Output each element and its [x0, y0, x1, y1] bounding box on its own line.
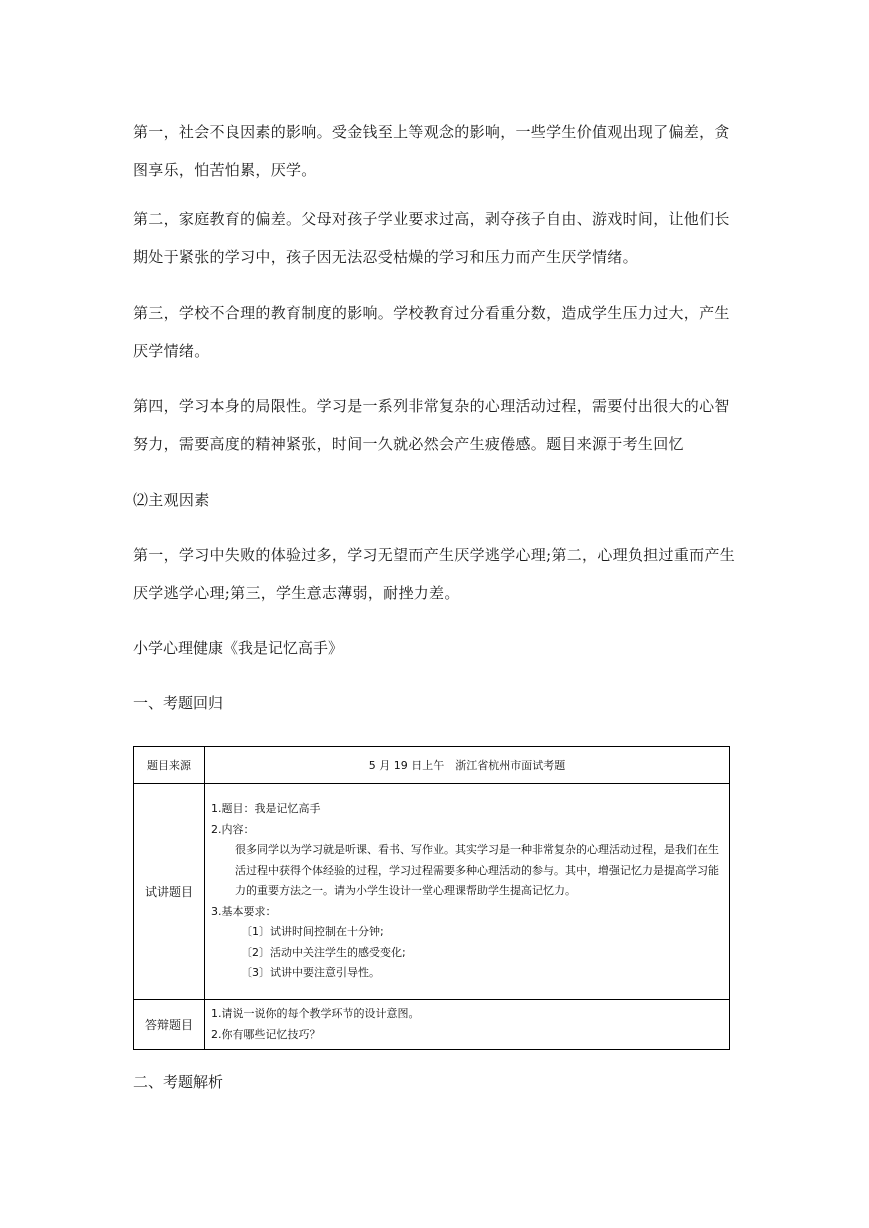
topic-line-requirement-3: 〔3〕试讲中要注意引导性。 [241, 966, 380, 980]
table-row [134, 747, 730, 784]
paragraph-learning-factors: 第四，学习本身的局限性。学习是一系列非常复杂的心理活动过程，需要付出很大的心智努力，需要高度的精神紧张，时间一久就必然会产生疲倦感。题目来源于考生回忆 [133, 397, 730, 453]
section-heading-analysis: 二、考题解析 [133, 1073, 224, 1091]
exam-question-table [133, 746, 730, 1050]
qa-line-2: 2.你有哪些记忆技巧？ [211, 1027, 321, 1041]
topic-line-requirements-heading: 3.基本要求： [211, 904, 277, 918]
topic-line-title: 1.题目：我是记忆高手 [211, 802, 321, 816]
topic-line-requirement-1: 〔1〕试讲时间控制在十分钟; [241, 925, 384, 939]
qa-label: 答辩题目 [134, 1000, 205, 1050]
topic-line-content-body: 很多同学以为学习就是听课、看书、写作业。其实学习是一种非常复杂的心理活动过程，是我们在生活过程中获得个体经验的过程，学习过程需要多种心理活动的参与。其中，增强记忆力是提高学习能力的重要方法之一。请为小学生设计一堂心理课帮助学生提高记忆力。 [235, 843, 719, 898]
paragraph-family-factors: 第二，家庭教育的偏差。父母对孩子学业要求过高，剥夺孩子自由、游戏时间，让他们长期处于紧张的学习中，孩子因无法忍受枯燥的学习和压力而产生厌学情绪。 [133, 210, 730, 266]
topic-line-content-heading: 2.内容： [211, 822, 255, 836]
lesson-title: 小学心理健康《我是记忆高手》 [133, 639, 344, 657]
table-row [134, 784, 730, 1000]
subheading-subjective-factors: ⑵主观因素 [133, 491, 210, 509]
paragraph-school-factors: 第三，学校不合理的教育制度的影响。学校教育过分看重分数，造成学生压力过大，产生厌学情绪。 [133, 304, 730, 360]
qa-line-1: 1.请说一说你的每个教学环节的设计意图。 [211, 1007, 420, 1020]
source-label: 题目来源 [134, 747, 205, 784]
qa-content [205, 1000, 730, 1050]
table-row [134, 1000, 730, 1050]
topic-line-requirement-2: 〔2〕活动中关注学生的感受变化; [241, 945, 406, 959]
paragraph-subjective-factors: 第一，学习中失败的体验过多，学习无望而产生厌学逃学心理;第二，心理负担过重而产生厌学逃学心理;第三，学生意志薄弱，耐挫力差。 [133, 546, 736, 602]
source-value: 5 月 19 日上午 浙江省杭州市面试考题 [205, 747, 730, 784]
topic-label: 试讲题目 [134, 784, 205, 1000]
section-heading-review: 一、考题回归 [133, 694, 224, 712]
topic-content [205, 784, 730, 1000]
paragraph-social-factors: 第一，社会不良因素的影响。受金钱至上等观念的影响，一些学生价值观出现了偏差，贪图享乐，怕苦怕累，厌学。 [133, 123, 730, 179]
